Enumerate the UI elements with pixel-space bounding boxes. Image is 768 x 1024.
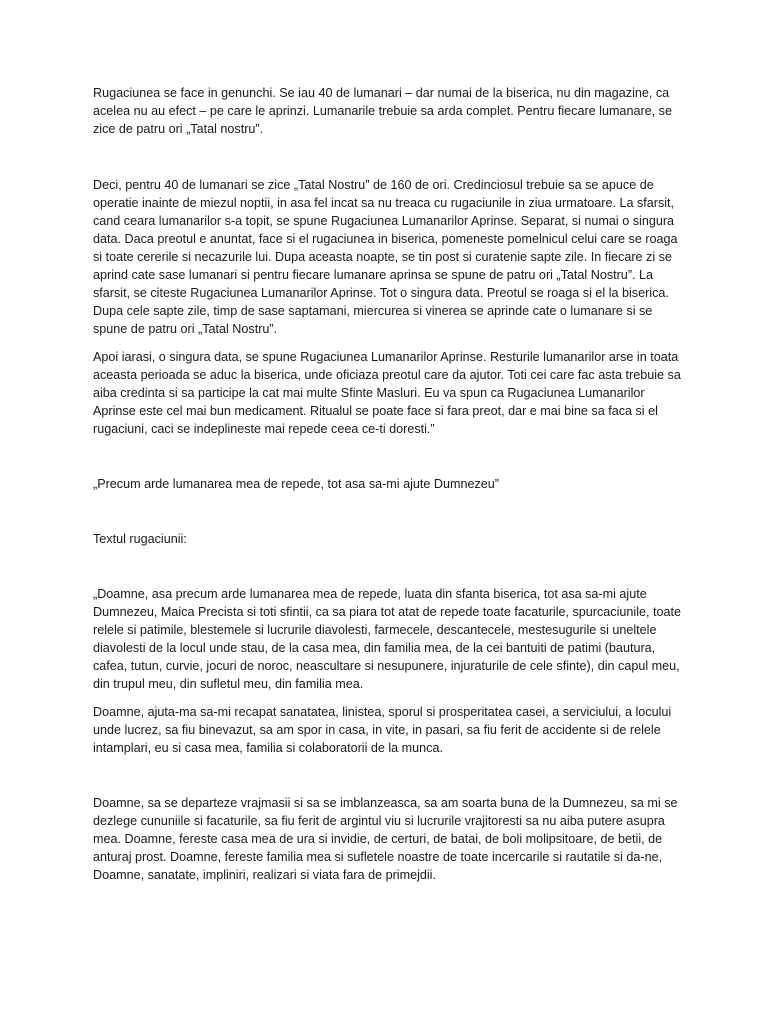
paragraph-conclusion: Apoi iarasi, o singura data, se spune Rugaciunea Lumanarilor Aprinse. Resturile lumanarilor arse in toata aceasta perioada se aduc la biserica, unde oficiaza preotul care da ajutor. Toti cei care fac asta trebuie sa aiba credinta si sa participe la cat mai multe Sfinte Masluri. Eu va spun ca Rugaciunea Lumanarilor Aprinse este cel mai bun medicament. Ritualul se poate face si fara preot, dar e mai bine sa faca si el rugaciuni, caci se indeplineste mai repede ceea ce-ti doresti.” bbox=[93, 350, 681, 436]
prayer-paragraph-3: Doamne, sa se departeze vrajmasii si sa se imblanzeasca, sa am soarta buna de la Dumnezeu, sa mi se dezlege cununiile si facaturile, sa fiu ferit de argintul viu si lucrurile vrajitoresti sa nu aiba putere asupra mea. Doamne, fereste casa mea de ura si invidie, de certuri, de batai, de boli molipsitoare, de betii, de anturaj prost. Doamne, fereste familia mea si sufletele noastre de toate incercarile si rautatile si da-ne, Doamne, sanatate, impliniri, realizari si viata fara de primejdii. bbox=[93, 796, 678, 882]
paragraph-intro: Rugaciunea se face in genunchi. Se iau 40 de lumanari – dar numai de la biserica, nu din magazine, ca acelea nu au efect – pe care le aprinzi. Lumanarile trebuie sa arda complet. Pentru fiecare lumanare, se zice de patru ori „Tatal nostru”. bbox=[93, 86, 672, 136]
paragraph-quote: „Precum arde lumanarea mea de repede, tot asa sa-mi ajute Dumnezeu” bbox=[93, 477, 500, 491]
prayer-heading: Textul rugaciunii: bbox=[93, 532, 187, 546]
prayer-paragraph-1: „Doamne, asa precum arde lumanarea mea de repede, luata din sfanta biserica, tot asa sa-mi ajute Dumnezeu, Maica Precista si toti sfintii, ca sa piara tot atat de repede toate facaturile, spurcaciunile, toate relele si patimile, blestemele si lucrurile diavolesti, farmecele, descantecele, mestesugurile si uneltele diavolesti de la locul unde stau, de la casa mea, din familia mea, de la cei bantuiti de patimi (bautura, cafea, tutun, curvie, jocuri de noroc, neascultare si nesupunere, injuraturile de cele sfinte), din capul meu, din trupul meu, din sufletul meu, din familia mea. bbox=[93, 587, 682, 691]
prayer-paragraph-2: Doamne, ajuta-ma sa-mi recapat sanatatea, linistea, sporul si prosperitatea casei, a serviciului, a locului unde lucrez, sa fiu binevazut, sa am spor in casa, in vite, in pasari, sa fiu ferit de accidente si de relele intamplari, eu si casa mea, familia si colaboratorii de la munca. bbox=[93, 705, 672, 755]
paragraph-procedure: Deci, pentru 40 de lumanari se zice „Tatal Nostru” de 160 de ori. Credinciosul trebuie sa se apuce de operatie inainte de miezul noptii, in asa fel incat sa nu treaca cu rugaciunile in ziua urmatoare. La sfarsit, cand ceara lumanarilor s-a topit, se spune Rugaciunea Lumanarilor Aprinse. Separat, si numai o singura data. Daca preotul e anuntat, face si el rugaciunea in biserica, pomeneste pomelnicul celui care se roaga si toate cererile si necazurile lui. Dupa aceasta noapte, se tin post si curatenie sapte zile. In fiecare zi se aprind cate sase lumanari si pentru fiecare lumanare aprinsa se spune de patru ori „Tatal Nostru”. La sfarsit, se citeste Rugaciunea Lumanarilor Aprinse. Tot o singura data. Preotul se roaga si el la biserica. Dupa cele sapte zile, timp de sase saptamani, miercurea si vinerea se aprinde cate o lumanare si se spune de patru ori „Tatal Nostru”. bbox=[93, 178, 678, 336]
